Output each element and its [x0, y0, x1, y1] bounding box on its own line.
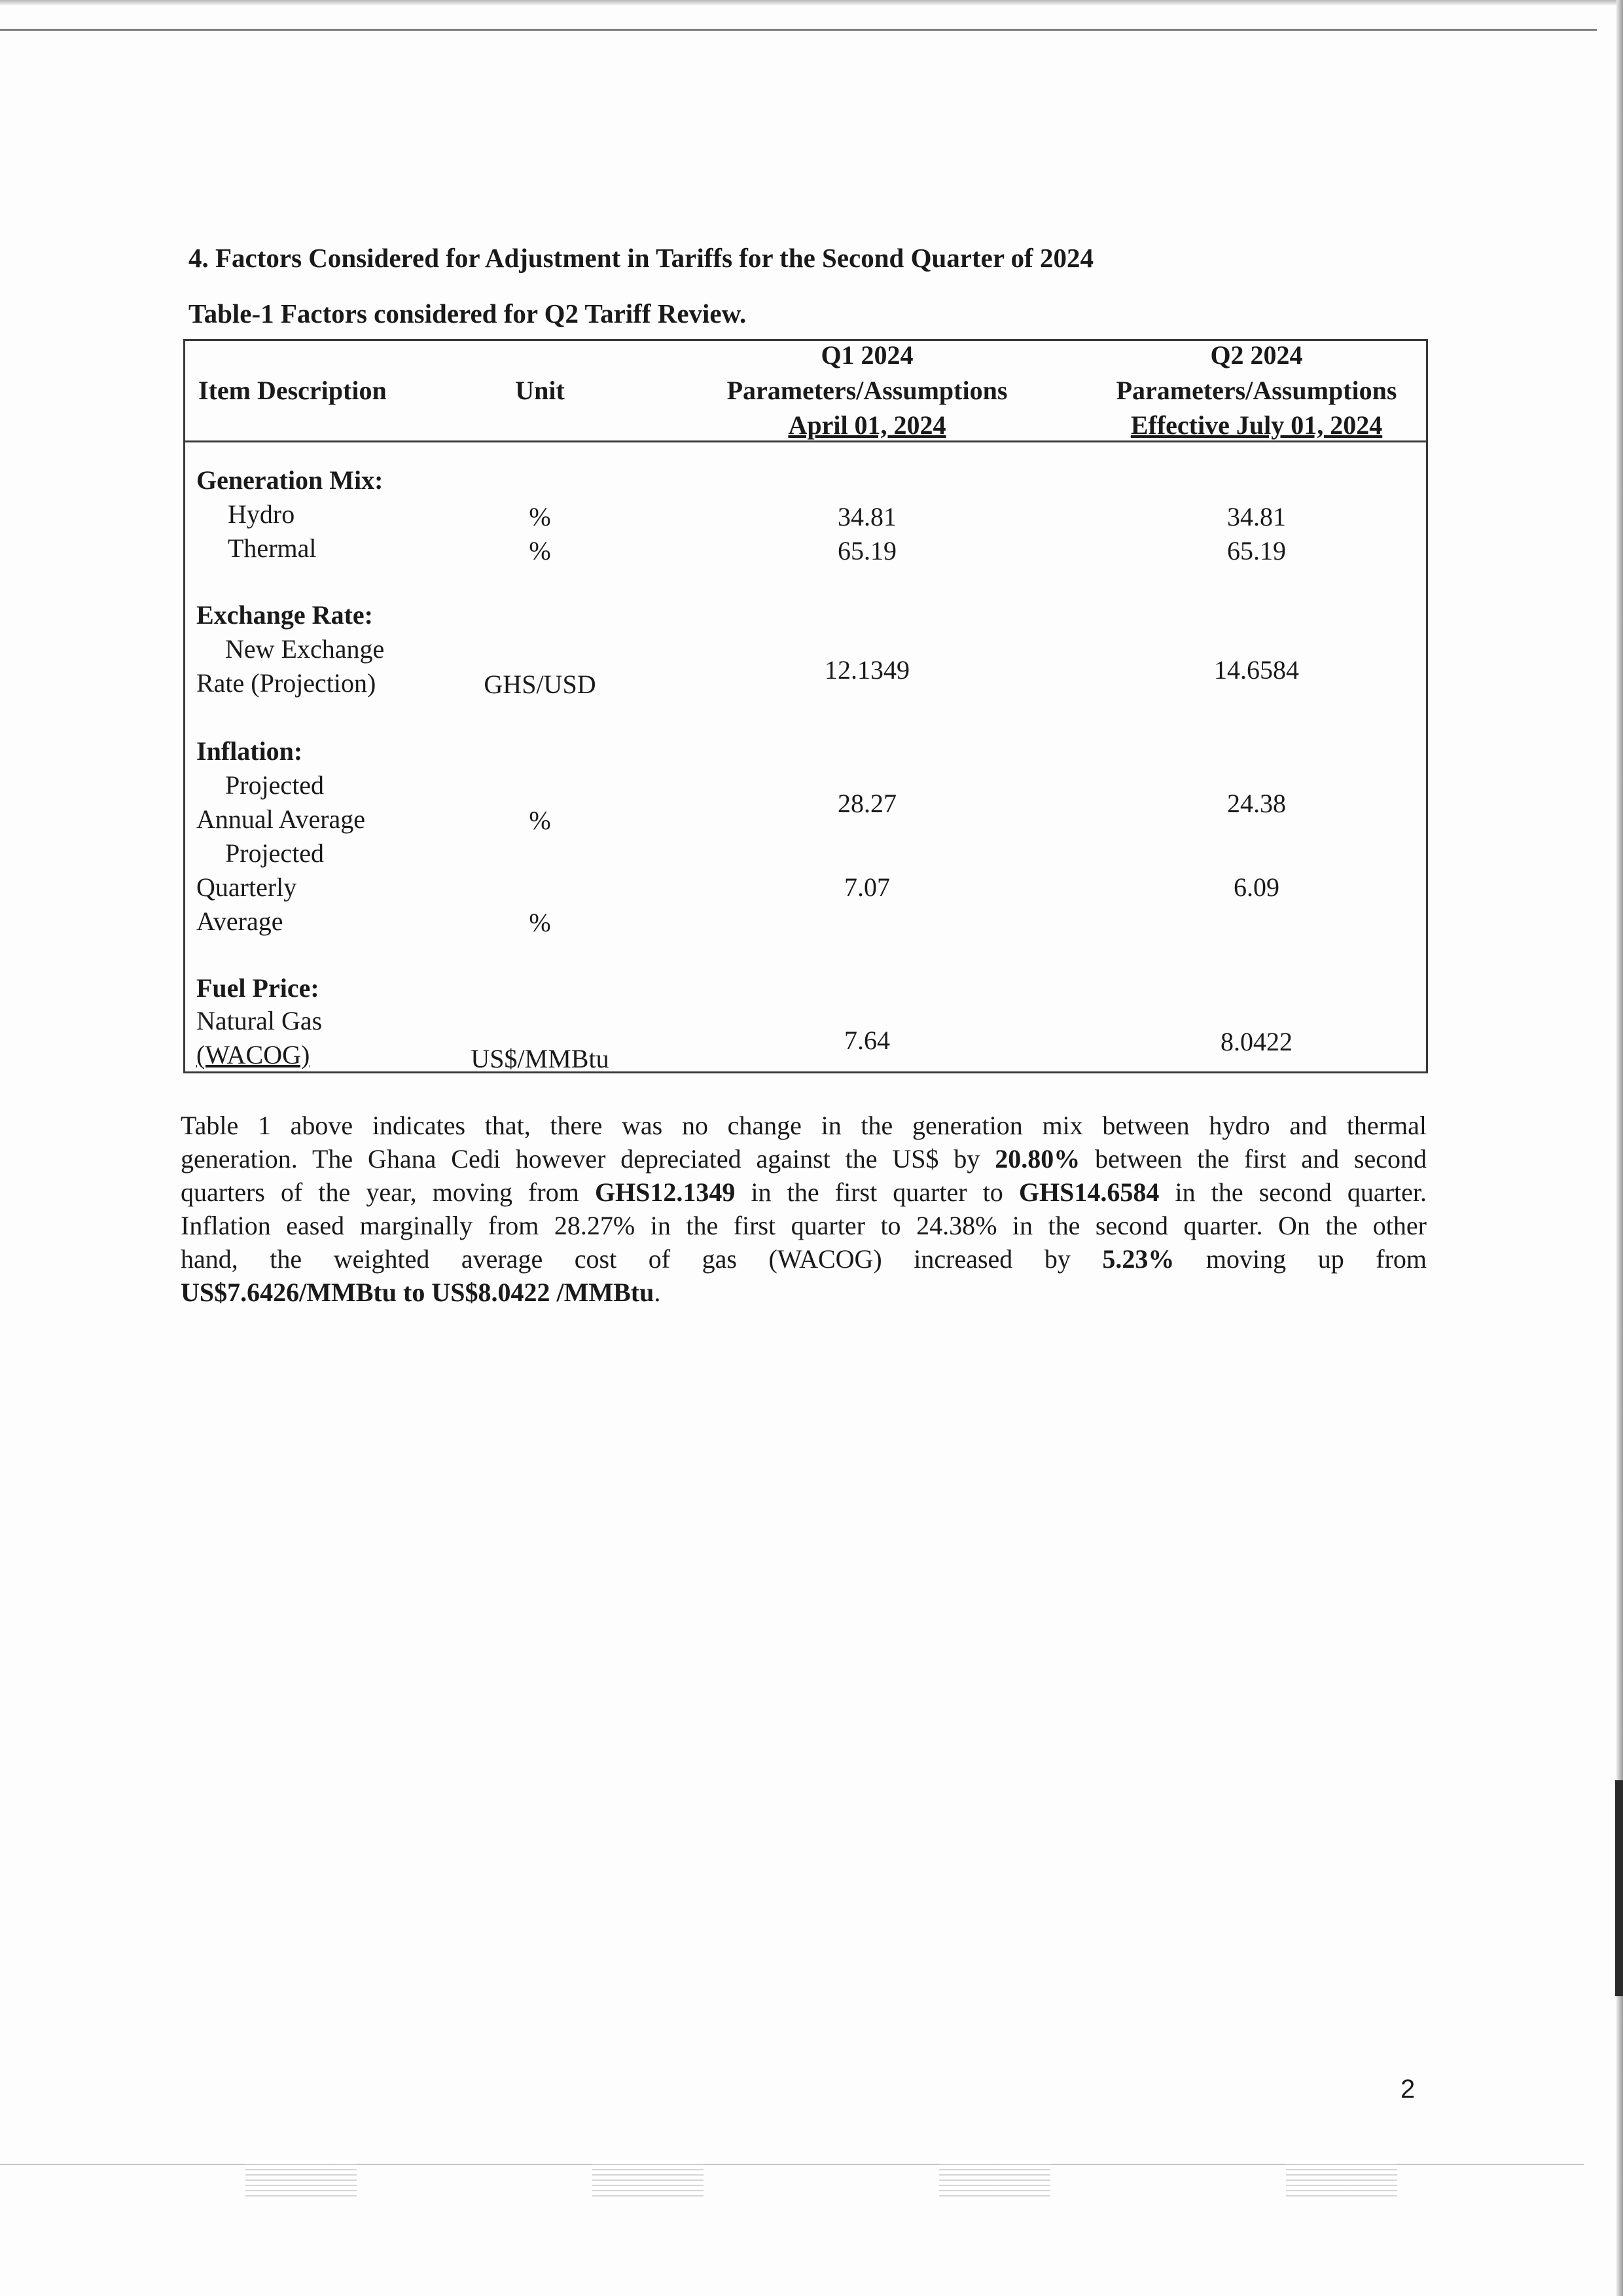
row-label-exchange-line1: New Exchange [225, 634, 385, 664]
paragraph-text: moving up from [1174, 1244, 1427, 1274]
paragraph-line [181, 1242, 1427, 1276]
row-label-hydro: Hydro [228, 499, 295, 529]
row-label-quarterly-line3: Average [196, 906, 283, 936]
group-title-generation-mix: Generation Mix: [196, 465, 383, 495]
paragraph-text: hand, the weighted average cost of gas (WACOG) increased by [181, 1244, 1103, 1274]
wacog-increase-value: 5.23% [1102, 1244, 1175, 1274]
paragraph-text: in the first quarter to [735, 1177, 1019, 1207]
row-q2-fuel: 8.0422 [1221, 1027, 1293, 1056]
row-q1-annual: 28.27 [838, 789, 897, 818]
scan-top-line [0, 29, 1597, 31]
row-q1-hydro: 34.81 [838, 502, 897, 531]
paragraph-text: between the first and second [1080, 1144, 1427, 1174]
row-q1-quarterly: 7.07 [844, 872, 890, 902]
header-unit: Unit [515, 376, 565, 405]
q1-rate-value: GHS12.1349 [594, 1177, 736, 1207]
paragraph-line [181, 1109, 1427, 1142]
row-unit-fuel: US$/MMBtu [471, 1044, 609, 1073]
row-unit-exchange: GHS/USD [484, 670, 596, 699]
row-q2-quarterly: 6.09 [1234, 872, 1279, 902]
row-q1-exchange: 12.1349 [825, 655, 910, 685]
paragraph-text: . [654, 1278, 661, 1307]
scan-mark [1286, 2160, 1397, 2199]
paragraph-text: Table 1 above indicates that, there was no change in the generation mix between hydro and thermal [181, 1111, 1427, 1140]
paragraph-text: Inflation eased marginally from 28.27% in the first quarter to 24.38% in the second quarter. On the other [181, 1211, 1427, 1240]
row-q1-thermal: 65.19 [838, 536, 897, 565]
row-q2-annual: 24.38 [1227, 789, 1286, 818]
scan-mark [592, 2160, 704, 2199]
table-caption: Table-1 Factors considered for Q2 Tariff Review. [188, 298, 747, 329]
factors-table [183, 339, 1428, 1073]
header-q1-date: April 01, 2024 [788, 410, 946, 440]
group-title-inflation: Inflation: [196, 736, 303, 766]
q2-rate-value: GHS14.6584 [1018, 1177, 1160, 1207]
wacog-change-values: US$7.6426/MMBtu to US$8.0422 /MMBtu [181, 1278, 654, 1307]
paragraph-text: quarters of the year, moving from [181, 1177, 595, 1207]
row-q1-fuel: 7.64 [844, 1026, 890, 1055]
paragraph-line [181, 1276, 1427, 1309]
section-heading: 4. Factors Considered for Adjustment in Tariffs for the Second Quarter of 2024 [188, 243, 1094, 273]
header-q1-parameters: Parameters/Assumptions [726, 376, 1008, 405]
header-item-description: Item Description [198, 376, 387, 405]
row-q2-hydro: 34.81 [1227, 502, 1286, 531]
header-q2-period: Q2 2024 [1210, 340, 1303, 370]
header-q2-date: Effective July 01, 2024 [1130, 410, 1383, 440]
row-label-quarterly-line1: Projected [225, 838, 325, 868]
row-label-annual-line2: Annual Average [196, 804, 366, 834]
header-q1-period: Q1 2024 [821, 340, 914, 370]
row-unit-thermal: % [529, 536, 551, 565]
scan-mark [245, 2160, 357, 2199]
row-q2-thermal: 65.19 [1227, 536, 1286, 565]
paragraph-text: generation. The Ghana Cedi however depreciated against the US$ by [181, 1144, 995, 1174]
page-number: 2 [1400, 2075, 1416, 2104]
row-unit-annual: % [529, 806, 551, 835]
paragraph-line [181, 1142, 1427, 1175]
row-label-thermal: Thermal [228, 533, 317, 563]
row-label-fuel-line2: (WACOG) [196, 1040, 310, 1069]
row-label-annual-line1: Projected [225, 770, 325, 800]
row-label-quarterly-line2: Quarterly [196, 872, 297, 902]
row-q2-exchange: 14.6584 [1214, 655, 1299, 685]
paragraph-text: in the second quarter. [1159, 1177, 1427, 1207]
group-title-exchange-rate: Exchange Rate: [196, 600, 373, 630]
row-label-fuel-line1: Natural Gas [196, 1006, 323, 1035]
scan-top-edge [0, 0, 1623, 5]
header-q2-parameters: Parameters/Assumptions [1116, 376, 1397, 405]
scan-right-shadow [1615, 1780, 1623, 1996]
analysis-paragraph [181, 1109, 1427, 1309]
paragraph-line [181, 1209, 1427, 1242]
row-label-exchange-line2: Rate (Projection) [196, 668, 376, 698]
paragraph-line [181, 1175, 1427, 1209]
group-title-fuel-price: Fuel Price: [196, 973, 319, 1003]
row-unit-quarterly: % [529, 908, 551, 937]
cedi-depreciation-value: 20.80% [995, 1144, 1080, 1174]
scan-mark [939, 2160, 1050, 2199]
row-unit-hydro: % [529, 502, 551, 531]
